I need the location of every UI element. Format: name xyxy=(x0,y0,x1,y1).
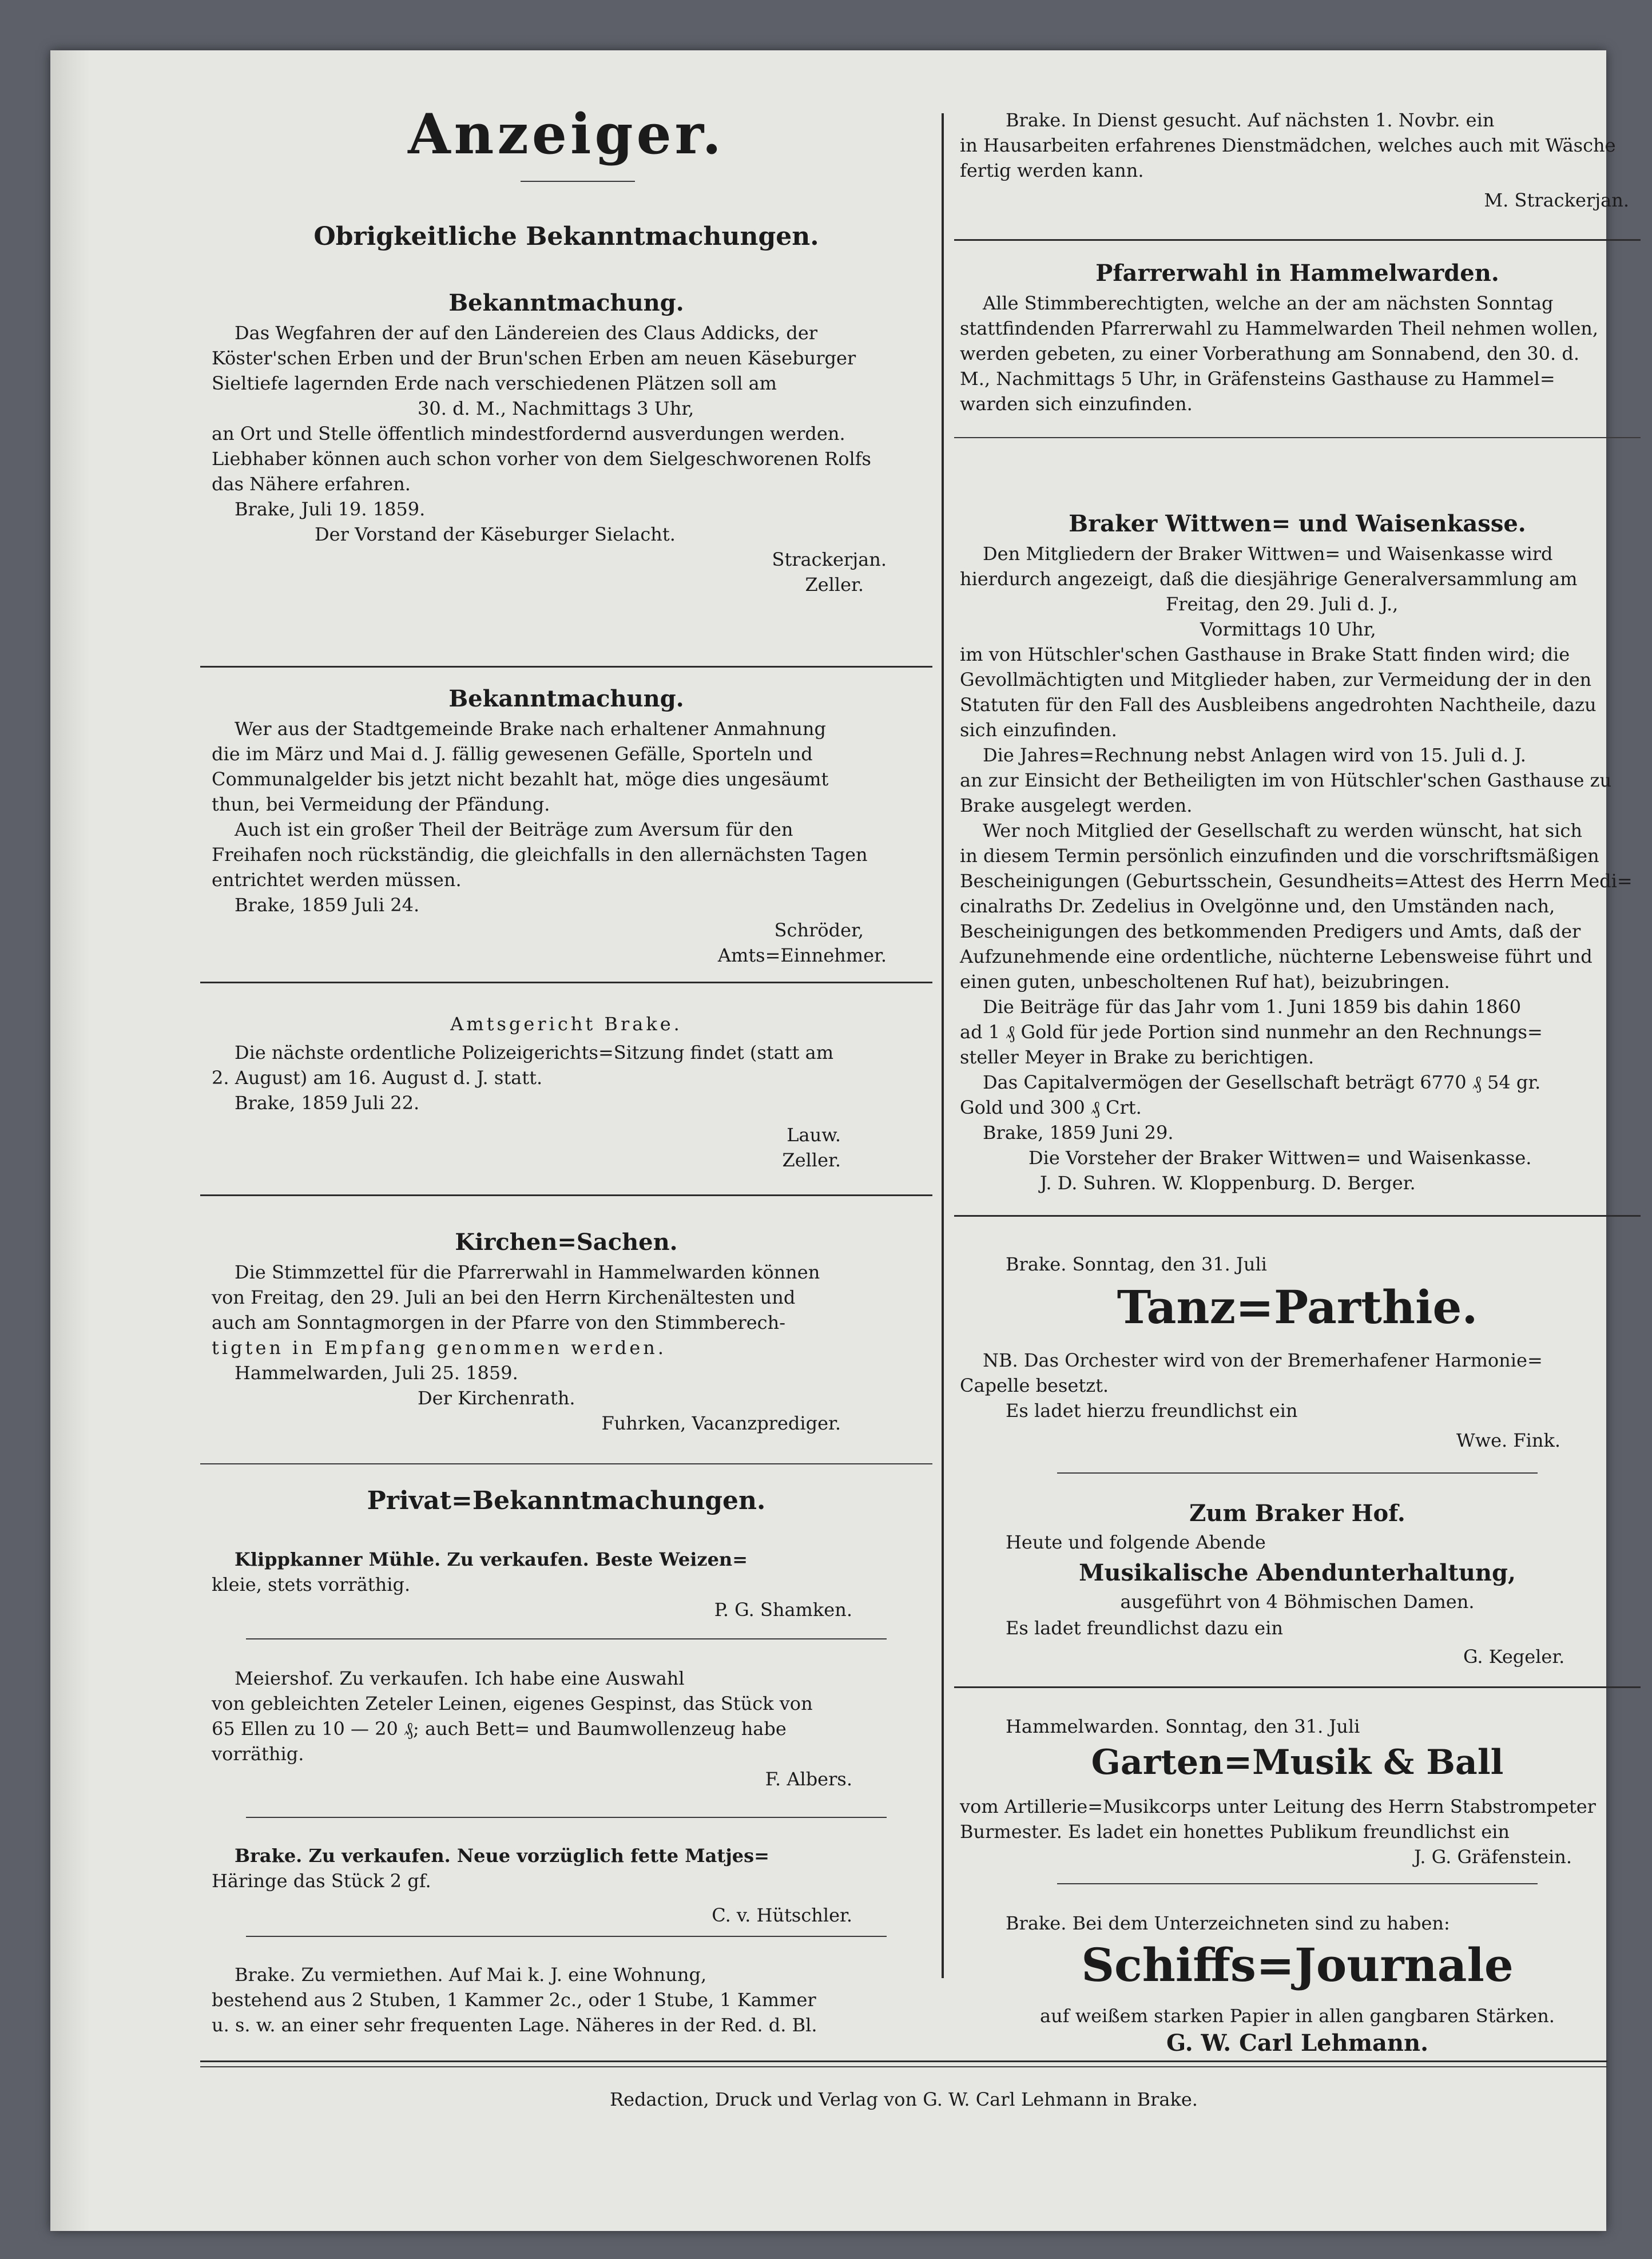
notice3-signature: Zeller. xyxy=(782,1149,841,1171)
notice4-line: auch am Sonntagmorgen in der Pfarre von den Stimmberech- xyxy=(212,1312,786,1333)
r5-line: Es ladet freundlichst dazu ein xyxy=(1006,1617,1283,1639)
notice2-signature: Amts=Einnehmer. xyxy=(717,944,887,966)
notice2-line: die im März und Mai d. J. fällig gewesenen Gefälle, Sporteln und xyxy=(212,743,813,765)
r7-signature: G. W. Carl Lehmann. xyxy=(1166,2030,1429,2056)
r1-line: in Hausarbeiten erfahrenes Dienstmädchen, welches auch mit Wäsche xyxy=(960,134,1616,156)
r1-line: Brake. In Dienst gesucht. Auf nächsten 1. Novbr. ein xyxy=(1006,109,1495,131)
r1-body xyxy=(960,108,1641,213)
notice1-line: Köster'schen Erben und der Brun'schen Erben am neuen Käseburger xyxy=(212,347,856,369)
ad3-body xyxy=(212,1843,921,1928)
notice1-line: Liebhaber können auch schon vorher von dem Sielgeschworenen Rolfs xyxy=(212,448,871,470)
r2-line: M., Nachmittags 5 Uhr, in Gräfensteins Gasthause zu Hammel= xyxy=(960,368,1555,390)
r3-line: Brake ausgelegt werden. xyxy=(960,795,1193,816)
r3-line: ad 1 ₰ Gold für jede Portion sind nunmehr an den Rechnungs= xyxy=(960,1021,1543,1043)
r3-line: hierdurch angezeigt, daß die diesjährige Generalversammlung am xyxy=(960,568,1578,590)
r3-date: Brake, 1859 Juni 29. xyxy=(983,1122,1174,1144)
r2-title: Pfarrerwahl in Hammelwarden. xyxy=(1095,260,1499,287)
separator xyxy=(246,1817,887,1818)
ad2-line: von gebleichten Zeteler Leinen, eigenes Gespinst, das Stück von xyxy=(212,1693,813,1714)
r3-body xyxy=(960,541,1641,1196)
ad2-body xyxy=(212,1666,921,1792)
separator xyxy=(200,1463,932,1464)
ad2-line: Meiershof. Zu verkaufen. Ich habe eine Auswahl xyxy=(235,1668,685,1689)
notice2-title: Bekanntmachung. xyxy=(448,685,684,712)
notice2-line: Auch ist ein großer Theil der Beiträge zum Aversum für den xyxy=(235,819,793,840)
r3-line: Bescheinigungen (Geburtsschein, Gesundheits=Attest des Herrn Medi= xyxy=(960,870,1633,892)
notice2-signature: Schröder, xyxy=(774,919,864,941)
imprint: Redaction, Druck und Verlag von G. W. Carl Lehmann in Brake. xyxy=(610,2089,1198,2110)
r6-line: Burmester. Es ladet ein honettes Publikum freundlichst ein xyxy=(960,1821,1510,1843)
r6-line: vom Artillerie=Musikcorps unter Leitung des Herrn Stabstrompeter xyxy=(960,1796,1596,1817)
section-official-title: Obrigkeitliche Bekanntmachungen. xyxy=(313,222,819,251)
r2-line: Alle Stimmberechtigten, welche an der am nächsten Sonntag xyxy=(983,292,1554,314)
notice1-line: 30. d. M., Nachmittags 3 Uhr, xyxy=(418,398,694,419)
notice3-body xyxy=(212,1040,921,1173)
r3-line: Gevollmächtigten und Mitglieder haben, zur Vermeidung der in den xyxy=(960,669,1592,690)
notice4-title: Kirchen=Sachen. xyxy=(455,1229,678,1256)
r4-line: Es ladet hierzu freundlichst ein xyxy=(1006,1400,1298,1422)
notice1-authority: Der Vorstand der Käseburger Sielacht. xyxy=(315,523,676,545)
r3-line: Die Jahres=Rechnung nebst Anlagen wird von 15. Juli d. J. xyxy=(983,744,1526,766)
notice1-line: das Nähere erfahren. xyxy=(212,473,411,495)
notice4-signature: Fuhrken, Vacanzprediger. xyxy=(601,1412,841,1434)
notice1-signature: Zeller. xyxy=(805,574,864,595)
r3-line: Die Beiträge für das Jahr vom 1. Juni 1859 bis dahin 1860 xyxy=(983,996,1522,1018)
r2-body xyxy=(960,291,1641,416)
r3-title: Braker Wittwen= und Waisenkasse. xyxy=(1069,510,1526,537)
ad4-line: Brake. Zu vermiethen. Auf Mai k. J. eine Wohnung, xyxy=(235,1964,707,1986)
ad3-line: Häringe das Stück 2 gf. xyxy=(212,1870,431,1892)
separator xyxy=(954,437,1641,438)
r7-title: Schiffs=Journale xyxy=(1081,1938,1514,1992)
separator xyxy=(200,982,932,983)
r7-line: auf weißem starken Papier in allen gangbaren Stärken. xyxy=(1040,2005,1555,2027)
r6-intro: Hammelwarden. Sonntag, den 31. Juli xyxy=(1006,1716,1360,1737)
notice4-date: Hammelwarden, Juli 25. 1859. xyxy=(235,1362,518,1384)
separator xyxy=(246,1936,887,1937)
page-heading: Anzeiger. xyxy=(408,102,725,166)
notice1-signature: Strackerjan. xyxy=(772,549,887,570)
r3-line: an zur Einsicht der Betheiligten im von Hütschler'schen Gasthause zu xyxy=(960,769,1612,791)
notice1-line: an Ort und Stelle öffentlich mindestfordernd ausverdungen werden. xyxy=(212,423,845,444)
ad2-line: vorräthig. xyxy=(212,1743,304,1765)
ad1-body xyxy=(212,1547,921,1622)
notice1-title: Bekanntmachung. xyxy=(448,289,684,316)
r3-line: sich einzufinden. xyxy=(960,719,1117,741)
r3-line: Vormittags 10 Uhr, xyxy=(1200,618,1376,640)
heading-rule xyxy=(521,181,635,182)
separator xyxy=(246,1638,887,1639)
ad3-line: Brake. Zu verkaufen. Neue vorzüglich fette Matjes= xyxy=(235,1845,769,1867)
notice1-line: Sieltiefe lagernden Erde nach verschiedenen Plätzen soll am xyxy=(212,372,777,394)
r3-line: Das Capitalvermögen der Gesellschaft beträgt 6770 ₰ 54 gr. xyxy=(983,1071,1541,1093)
r6-title: Garten=Musik & Ball xyxy=(1091,1742,1504,1782)
separator xyxy=(1057,1472,1538,1474)
separator xyxy=(954,1686,1641,1688)
notice4-body xyxy=(212,1260,921,1436)
notice2-line: Communalgelder bis jetzt nicht bezahlt hat, möge dies ungesäumt xyxy=(212,768,829,790)
ad3-signature: C. v. Hütschler. xyxy=(712,1904,852,1926)
ad1-line: Klippkanner Mühle. Zu verkaufen. Beste Weizen= xyxy=(235,1549,748,1570)
r3-line: Aufzunehmende eine ordentliche, nüchterne Lebensweise führt und xyxy=(960,946,1593,967)
r5-signature: G. Kegeler. xyxy=(1463,1646,1565,1668)
r3-line: steller Meyer in Brake zu berichtigen. xyxy=(960,1046,1315,1068)
separator xyxy=(954,1215,1641,1217)
r4-line: Capelle besetzt. xyxy=(960,1375,1109,1396)
r3-line: im von Hütschler'schen Gasthause in Brake Statt finden wird; die xyxy=(960,644,1570,665)
notice1-line: Das Wegfahren der auf den Ländereien des Claus Addicks, der xyxy=(235,322,818,344)
notice4-line: von Freitag, den 29. Juli an bei den Herrn Kirchenältesten und xyxy=(212,1287,796,1308)
notice2-line: thun, bei Vermeidung der Pfändung. xyxy=(212,793,550,815)
ad2-signature: F. Albers. xyxy=(765,1768,852,1790)
r5-subtitle: Musikalische Abendunterhaltung, xyxy=(1079,1559,1516,1586)
separator xyxy=(200,1194,932,1196)
notice2-body xyxy=(212,716,921,968)
r3-authority: Die Vorsteher der Braker Wittwen= und Waisenkasse. xyxy=(1028,1147,1532,1169)
ad1-line: kleie, stets vorräthig. xyxy=(212,1574,411,1595)
notice3-signature: Lauw. xyxy=(787,1124,841,1146)
r4-line: NB. Das Orchester wird von der Bremerhafener Harmonie= xyxy=(983,1349,1543,1371)
separator xyxy=(1057,1883,1538,1884)
footer-rule xyxy=(200,2066,1607,2067)
r6-body xyxy=(960,1794,1641,1869)
r3-line: Freitag, den 29. Juli d. J., xyxy=(1166,593,1399,615)
r2-line: warden sich einzufinden. xyxy=(960,393,1193,415)
ad4-line: bestehend aus 2 Stuben, 1 Kammer 2c., oder 1 Stube, 1 Kammer xyxy=(212,1989,816,2011)
r1-signature: M. Strackerjan. xyxy=(1484,189,1629,211)
r2-line: stattfindenden Pfarrerwahl zu Hammelwarden Theil nehmen wollen, xyxy=(960,317,1599,339)
r3-line: Den Mitgliedern der Braker Wittwen= und Waisenkasse wird xyxy=(983,543,1553,565)
r6-signature: J. G. Gräfenstein. xyxy=(1413,1846,1572,1868)
notice3-date: Brake, 1859 Juli 22. xyxy=(235,1092,420,1114)
ad1-signature: P. G. Shamken. xyxy=(714,1599,852,1621)
separator xyxy=(200,666,932,668)
notice4-line: Die Stimmzettel für die Pfarrerwahl in Hammelwarden können xyxy=(235,1261,820,1283)
r4-intro: Brake. Sonntag, den 31. Juli xyxy=(1006,1253,1267,1275)
notice1-date: Brake, Juli 19. 1859. xyxy=(235,498,426,520)
ad4-line: u. s. w. an einer sehr frequenten Lage. Näheres in der Red. d. Bl. xyxy=(212,2014,817,2036)
ad2-line: 65 Ellen zu 10 — 20 ₰; auch Bett= und Baumwollenzeug habe xyxy=(212,1718,787,1740)
newspaper-page xyxy=(50,50,1633,2231)
section-private-title: Privat=Bekanntmachungen. xyxy=(367,1486,766,1515)
r3-line: einen guten, unbescholtenen Ruf hat), beizubringen. xyxy=(960,971,1450,992)
ad4-body xyxy=(212,1962,921,2038)
r3-line: Gold und 300 ₰ Crt. xyxy=(960,1097,1142,1118)
r3-line: Wer noch Mitglied der Gesellschaft zu werden wünscht, hat sich xyxy=(983,820,1582,841)
r1-line: fertig werden kann. xyxy=(960,160,1144,181)
notice3-title: Amtsgericht Brake. xyxy=(450,1013,682,1035)
separator xyxy=(954,239,1641,241)
notice3-line: 2. August) am 16. August d. J. statt. xyxy=(212,1067,543,1089)
notice3-line: Die nächste ordentliche Polizeigerichts=Sitzung findet (statt am xyxy=(235,1042,834,1063)
notice4-line: tigten in Empfang genommen werden. xyxy=(212,1337,667,1359)
r4-body xyxy=(960,1348,1641,1453)
notice2-line: entrichtet werden müssen. xyxy=(212,869,462,891)
r4-signature: Wwe. Fink. xyxy=(1456,1430,1560,1451)
notice2-date: Brake, 1859 Juli 24. xyxy=(235,894,420,916)
page-gutter xyxy=(50,50,90,2231)
r3-line: Statuten für den Fall des Ausbleibens angedrohten Nachtheile, dazu xyxy=(960,694,1597,716)
r5-line: Heute und folgende Abende xyxy=(1006,1531,1266,1553)
footer-rule xyxy=(200,2061,1607,2062)
notice2-line: Freihafen noch rückständig, die gleichfalls in den allernächsten Tagen xyxy=(212,844,868,866)
r3-line: in diesem Termin persönlich einzufinden und die vorschriftsmäßigen xyxy=(960,845,1599,867)
r2-line: werden gebeten, zu einer Vorberathung am Sonnabend, den 30. d. xyxy=(960,343,1579,364)
r3-signatures: J. D. Suhren. W. Kloppenburg. D. Berger. xyxy=(1040,1172,1416,1194)
r3-line: cinalraths Dr. Zedelius in Ovelgönne und, den Umständen nach, xyxy=(960,895,1555,917)
r7-intro: Brake. Bei dem Unterzeichneten sind zu haben: xyxy=(1006,1912,1450,1934)
notice2-line: Wer aus der Stadtgemeinde Brake nach erhaltener Anmahnung xyxy=(235,718,827,740)
notice1-body xyxy=(212,320,921,597)
notice4-authority: Der Kirchenrath. xyxy=(418,1387,575,1409)
r3-line: Bescheinigungen des betkommenden Predigers und Amts, daß der xyxy=(960,920,1581,942)
r4-title: Tanz=Parthie. xyxy=(1117,1280,1478,1334)
r5-title: Zum Braker Hof. xyxy=(1189,1500,1405,1527)
column-divider xyxy=(942,113,944,1978)
r5-line: ausgeführt von 4 Böhmischen Damen. xyxy=(1120,1591,1475,1613)
